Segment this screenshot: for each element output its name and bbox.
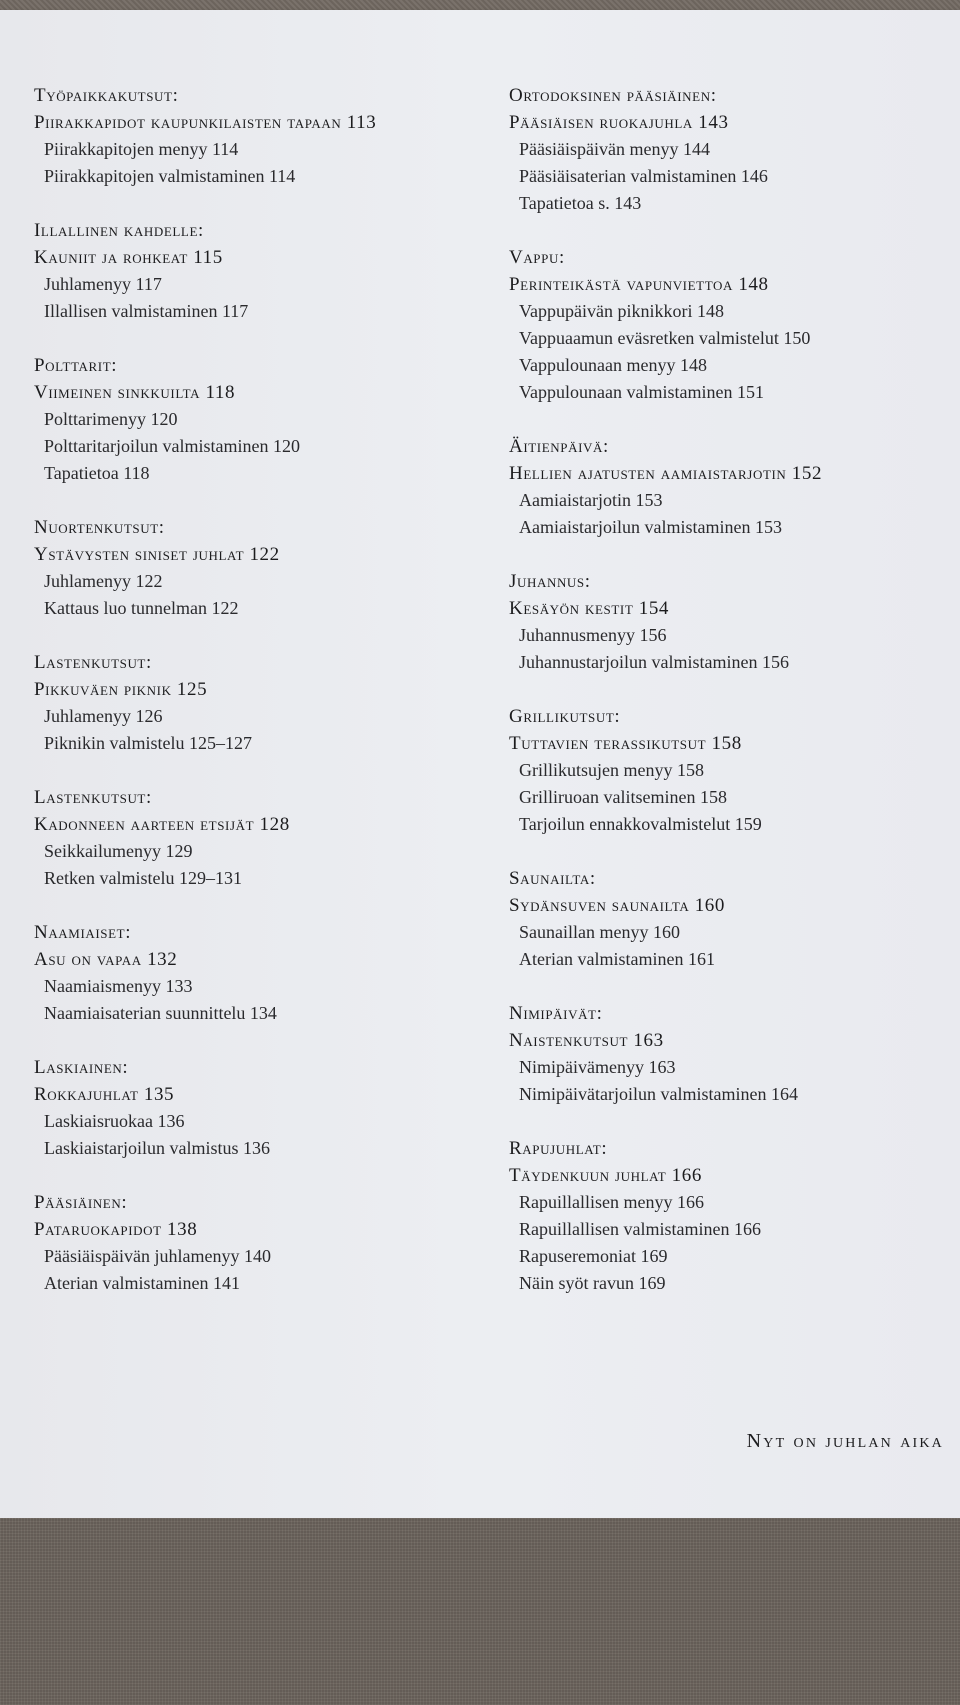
toc-entry: Grilliruoan valitseminen 158 [519, 787, 727, 807]
section-title: Naistenkutsut 163 [509, 1030, 664, 1051]
toc-entry: Aterian valmistaminen 141 [44, 1273, 240, 1293]
section-category: Rapujuhlat: [509, 1138, 608, 1159]
section-title: Ystävysten siniset juhlat 122 [34, 544, 280, 565]
toc-entry: Juhlamenyy 117 [44, 274, 162, 294]
section-category: Pääsiäinen: [34, 1192, 128, 1213]
toc-entry: Juhannustarjoilun valmistaminen 156 [519, 652, 789, 672]
section-category: Nimipäivät: [509, 1003, 603, 1024]
toc-entry: Pääsiäisaterian valmistaminen 146 [519, 166, 768, 186]
toc-entry: Rapuillallisen menyy 166 [519, 1192, 704, 1212]
toc-entry: Naamiaismenyy 133 [44, 976, 193, 996]
toc-entry: Piirakkapitojen menyy 114 [44, 139, 239, 159]
toc-section [34, 649, 376, 757]
toc-entry: Aterian valmistaminen 161 [519, 949, 715, 969]
section-category: Saunailta: [509, 868, 596, 889]
section-category: Ortodoksinen pääsiäinen: [509, 85, 717, 106]
section-title: Pääsiäisen ruokajuhla 143 [509, 112, 729, 133]
section-title: Asu on vapaa 132 [34, 949, 178, 970]
toc-entry: Grillikutsujen menyy 158 [519, 760, 704, 780]
toc-section [509, 865, 822, 973]
section-title: Perinteikästä vapunviettoa 148 [509, 274, 769, 295]
toc-entry: Tarjoilun ennakkovalmistelut 159 [519, 814, 762, 834]
section-title: Pataruokapidot 138 [34, 1219, 198, 1240]
toc-entry: Nimipäivätarjoilun valmistaminen 164 [519, 1084, 798, 1104]
toc-entry: Polttarimenyy 120 [44, 409, 178, 429]
section-category: Lastenkutsut: [34, 787, 152, 808]
toc-section [509, 82, 822, 217]
background-fabric [0, 1518, 960, 1705]
section-title: Tuttavien terassikutsut 158 [509, 733, 742, 754]
toc-entry: Juhannusmenyy 156 [519, 625, 667, 645]
section-title: Sydänsuven saunailta 160 [509, 895, 726, 916]
toc-entry: Näin syöt ravun 169 [519, 1273, 666, 1293]
section-title: Rokkajuhlat 135 [34, 1084, 175, 1105]
toc-entry: Vappuaamun eväsretken valmistelut 150 [519, 328, 811, 348]
section-title: Viimeinen sinkkuilta 118 [34, 382, 236, 403]
toc-section [509, 244, 822, 406]
section-category: Laskiainen: [34, 1057, 129, 1078]
toc-entry: Vappupäivän piknikkori 148 [519, 301, 724, 321]
toc-right-column [509, 82, 822, 1324]
toc-section [34, 514, 376, 622]
section-title: Kesäyön kestit 154 [509, 598, 670, 619]
toc-entry: Juhlamenyy 126 [44, 706, 163, 726]
section-title: Piirakkapidot kaupunkilaisten tapaan 113 [34, 112, 377, 133]
section-category: Polttarit: [34, 355, 118, 376]
section-category: Juhannus: [509, 571, 591, 592]
toc-section [34, 352, 376, 487]
toc-entry: Vappulounaan valmistaminen 151 [519, 382, 764, 402]
section-category: Illallinen kahdelle: [34, 220, 204, 241]
toc-entry: Nimipäivämenyy 163 [519, 1057, 676, 1077]
toc-section [34, 784, 376, 892]
toc-entry: Laskiaistarjoilun valmistus 136 [44, 1138, 270, 1158]
toc-section [509, 703, 822, 838]
toc-entry: Saunaillan menyy 160 [519, 922, 680, 942]
toc-entry: Laskiaisruokaa 136 [44, 1111, 185, 1131]
section-category: Vappu: [509, 247, 565, 268]
section-category: Nuortenkutsut: [34, 517, 165, 538]
section-category: Lastenkutsut: [34, 652, 152, 673]
toc-entry: Vappulounaan menyy 148 [519, 355, 707, 375]
page-footer-title: Nyt on juhlan aika [746, 1430, 944, 1452]
toc-section [34, 1054, 376, 1162]
toc-entry: Rapuseremoniat 169 [519, 1246, 668, 1266]
book-page [0, 10, 960, 1518]
toc-entry: Pääsiäispäivän menyy 144 [519, 139, 710, 159]
toc-section [34, 217, 376, 325]
toc-entry: Illallisen valmistaminen 117 [44, 301, 249, 321]
toc-entry: Retken valmistelu 129–131 [44, 868, 242, 888]
section-title: Pikkuväen piknik 125 [34, 679, 208, 700]
toc-entry: Aamiaistarjoilun valmistaminen 153 [519, 517, 782, 537]
toc-entry: Tapatietoa 118 [44, 463, 150, 483]
section-title: Kauniit ja rohkeat 115 [34, 247, 223, 268]
toc-entry: Pääsiäispäivän juhlamenyy 140 [44, 1246, 271, 1266]
section-category: Naamiaiset: [34, 922, 132, 943]
toc-section [34, 82, 376, 190]
toc-entry: Rapuillallisen valmistaminen 166 [519, 1219, 761, 1239]
toc-entry: Tapatietoa s. 143 [519, 193, 642, 213]
toc-section [509, 433, 822, 541]
toc-entry: Kattaus luo tunnelman 122 [44, 598, 239, 618]
toc-entry: Seikkailumenyy 129 [44, 841, 193, 861]
toc-section [509, 1000, 822, 1108]
section-title: Täydenkuun juhlat 166 [509, 1165, 702, 1186]
section-category: Työpaikkakutsut: [34, 85, 179, 106]
toc-section [34, 1189, 376, 1297]
section-title: Hellien ajatusten aamiaistarjotin 152 [509, 463, 823, 484]
section-category: Äitienpäivä: [509, 436, 609, 457]
toc-section [509, 568, 822, 676]
toc-entry: Piknikin valmistelu 125–127 [44, 733, 253, 753]
toc-entry: Aamiaistarjotin 153 [519, 490, 663, 510]
toc-entry: Juhlamenyy 122 [44, 571, 163, 591]
toc-entry: Piirakkapitojen valmistaminen 114 [44, 166, 296, 186]
section-title: Kadonneen aarteen etsijät 128 [34, 814, 290, 835]
toc-left-column [34, 82, 376, 1324]
section-category: Grillikutsut: [509, 706, 621, 727]
toc-section [34, 919, 376, 1027]
toc-entry: Polttaritarjoilun valmistaminen 120 [44, 436, 300, 456]
toc-entry: Naamiaisaterian suunnittelu 134 [44, 1003, 277, 1023]
toc-section [509, 1135, 822, 1297]
